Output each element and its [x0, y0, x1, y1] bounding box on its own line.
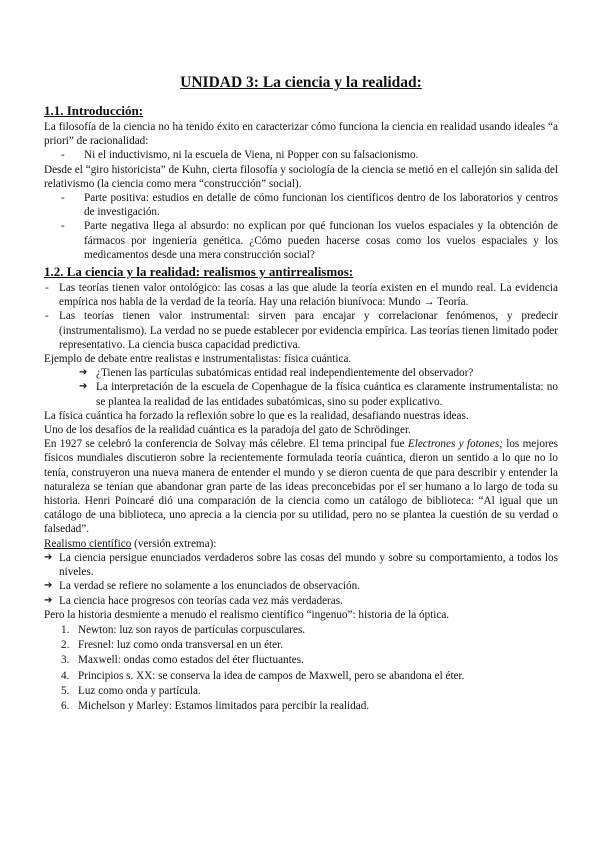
dash-bullet: -: [61, 220, 65, 233]
item-text: Luz como onda y partícula.: [78, 684, 201, 697]
list-item: [44, 219, 558, 262]
list-item-text: La interpretación de la escuela de Copenhague de la física cuántica es claramente instrumentalista: no se plantea la realidad de las entidades subatómicas, sino su poder explicativo.: [96, 381, 558, 408]
item-number: 6.: [61, 699, 70, 712]
section-heading-realism: 1.2. La ciencia y la realidad: realismos y antirrealismos:: [44, 264, 354, 280]
item-text: Michelson y Marley: Estamos limitados para percibir la realidad.: [78, 699, 370, 712]
list-item-text: La verdad se refiere no solamente a los enunciados de observación.: [59, 580, 361, 593]
item-number: 2.: [61, 639, 70, 652]
unit-title: UNIDAD 3: La ciencia y la realidad:: [180, 74, 422, 91]
numbered-item: [44, 638, 558, 652]
item-number: 3.: [61, 654, 70, 667]
list-item-text: Ni el inductivismo, ni la escuela de Viena, ni Popper con su falsacionismo.: [84, 149, 419, 162]
arrow-bullet-icon: ➔: [79, 381, 88, 393]
schrodinger-paragraph: Uno de los desafíos de la realidad cuántica es la paradoja del gato de Schrödinger.: [44, 424, 411, 437]
item-text: Fresnel: luz como onda transversal en un éter.: [78, 639, 284, 652]
list-item: [44, 191, 558, 219]
arrow-bullet-icon: ➔: [44, 551, 53, 563]
list-item-text: Las teorías tienen valor instrumental: sirven para encajar y correlacionar fenómenos, y predecir (instrumentalismo). La verdad no se puede establecer por evidencia empírica. Las teorías tienen limitado poder representativo. La ciencia busca capacidad predictiva.: [59, 310, 558, 351]
optics-history-list: [44, 623, 558, 713]
numbered-item: [44, 684, 558, 698]
solvay-topic: Electrones y fotones;: [407, 438, 503, 451]
list-item: [44, 366, 558, 380]
solvay-text-a: En 1927 se celebró la conferencia de Solvay más célebre. El tema principal fue: [44, 438, 408, 451]
list-item: [44, 309, 558, 352]
solvay-text-b: los mejores físicos mundiales discutieron sobre la recientemente formulada teoría cuántica, dieron un sentido a lo que no lo tenía, construyeron una nueva manera de entender el mundo y se dieron cuenta de que para describir y entender la naturaleza se tenían que abandonar gran parte de las ideas preconcebidas por el ser humano a lo largo de toda su historia. Henri Poincaré dió una comparación de la ciencia como un catálogo de biblioteca: “Al igual que un catálogo de una biblioteca, uno aprecia a la ciencia por su utilidad, pero no se plantea la cuestión de su verdad o falsedad”.: [44, 438, 558, 536]
list-item-text: Parte negativa llega al absurdo: no explican por qué funcionan los vuelos espaciales y la obtención de fármacos por ingeniería genética. ¿Cómo pueden hacerse cosas como los vuelos espaciales y los medicamentos desde una mera construcción social?: [84, 220, 558, 261]
list-item-text: Parte positiva: estudios en detalle de cómo funcionan los científicos dentro de los laboratorios y centros de investigación.: [84, 192, 558, 219]
dash-bullet: -: [61, 149, 65, 162]
realism-label: [44, 537, 558, 551]
item-number: 4.: [61, 669, 70, 682]
list-item-text: La ciencia persigue enunciados verdaderos sobre las cosas del mundo y sobre su comportamiento, a todos los niveles.: [59, 551, 558, 579]
arrow-bullet-icon: ➔: [79, 367, 88, 379]
list-item-text: La ciencia hace progresos con teorías cada vez más verdaderas.: [59, 594, 343, 607]
intro-paragraph-2: Desde el “giro historicista” de Kuhn, cierta filosofía y sociología de la ciencia se metió en el callejón sin salida del relativismo (la ciencia como mera “construcción” social).: [44, 163, 558, 190]
numbered-item: [44, 669, 558, 683]
quantum-paragraph: La física cuántica ha forzado la reflexión sobre lo que es la realidad, desafiando nuestras ideas.: [44, 409, 469, 422]
numbered-item: [44, 653, 558, 667]
list-item: [44, 551, 558, 579]
history-paragraph: Pero la historia desmiente a menudo el realismo científico “ingenuo”: historia de la óptica.: [44, 608, 450, 621]
list-item: [44, 594, 558, 608]
dash-bullet: -: [45, 310, 49, 323]
item-number: 5.: [61, 684, 70, 697]
section-heading-intro: 1.1. Introducción:: [44, 103, 144, 118]
arrow-bullet-icon: ➔: [44, 594, 53, 606]
list-item: [44, 148, 558, 162]
list-item: [44, 579, 558, 593]
list-item: [44, 281, 558, 309]
list-item: [44, 380, 558, 408]
list-item-text: ¿Tienen las partículas subatómicas entidad real independientemente del observador?: [96, 367, 474, 380]
example-paragraph: Ejemplo de debate entre realistas e instrumentalistas: física cuántica.: [44, 353, 352, 366]
numbered-item: [44, 623, 558, 637]
realism-label-underlined: Realismo científico: [44, 537, 132, 550]
dash-bullet: -: [61, 192, 65, 205]
realism-label-rest: (versión extrema):: [131, 537, 217, 550]
numbered-item: [44, 699, 558, 713]
item-text: Newton: luz son rayos de partículas corpusculares.: [78, 623, 306, 636]
item-text: Maxwell: ondas como estados del éter fluctuantes.: [78, 654, 304, 667]
list-item-text: Las teorías tienen valor ontológico: las cosas a las que alude la teoría existen en el mundo real. La evidencia empírica nos habla de la verdad de la teoría. Hay una relación biunívoca: Mundo → Teoría.: [59, 282, 558, 309]
intro-paragraph-1: La filosofía de la ciencia no ha tenido éxito en caracterizar cómo funciona la ciencia en realidad usando ideales “a priori” de racionalidad:: [44, 121, 558, 148]
dash-bullet: -: [45, 282, 49, 295]
item-number: 1.: [61, 623, 70, 636]
solvay-paragraph: [44, 437, 558, 536]
item-text: Principios s. XX: se conserva la idea de campos de Maxwell, pero se abandona el éter.: [78, 669, 465, 682]
arrow-bullet-icon: ➔: [44, 580, 53, 592]
